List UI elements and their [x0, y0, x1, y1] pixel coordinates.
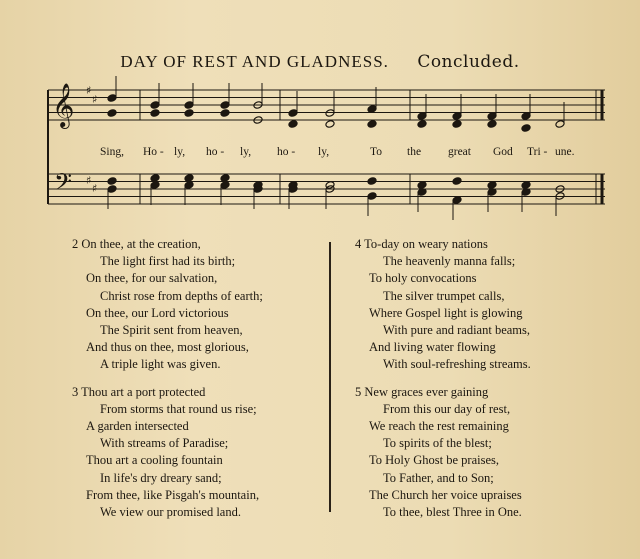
verse-line: 2 On thee, at the creation, [72, 237, 201, 251]
quarter-note-icon [367, 105, 377, 114]
lyric-syllable: ho - [206, 146, 225, 158]
verse-line: The Spirit sent from heaven, [100, 323, 243, 338]
verse-line: Where Gospel light is glowing [369, 305, 523, 320]
treble-clef-icon: 𝄞 [52, 83, 75, 127]
lyric-syllable: Sing, [100, 146, 124, 158]
lyric-syllable: the [407, 146, 422, 158]
lyric-syllable: ho - [277, 146, 296, 158]
stanza [72, 384, 352, 522]
verse-line: In life's dry dreary sand; [100, 470, 222, 485]
quarter-note-icon [184, 174, 194, 183]
quarter-note-icon [487, 120, 497, 129]
hymn-title-concluded: Concluded. [417, 52, 520, 72]
verse-line: And living water flowing [369, 340, 496, 355]
quarter-note-icon [107, 177, 117, 186]
sharp-icon: ♯ [86, 174, 92, 187]
quarter-note-icon [521, 124, 531, 133]
verse-line: From storms that round us rise; [100, 401, 257, 416]
quarter-note-icon [220, 101, 230, 110]
verse-line: 3 Thou art a port protected [72, 384, 206, 399]
verse-line: The light first had its birth; [100, 254, 236, 269]
lyric-syllable: Ho - [143, 146, 164, 158]
quarter-note-icon [417, 112, 427, 121]
verses-right-column [355, 236, 635, 531]
verse-line: On thee, for our salvation, [86, 271, 218, 286]
lyric-syllable: God [493, 146, 513, 158]
quarter-note-icon [452, 196, 462, 205]
verse-line: A triple light was given. [100, 357, 221, 372]
quarter-note-icon [521, 181, 531, 190]
stanza [72, 236, 352, 374]
lyric-syllable: great [448, 146, 471, 158]
verse-line: With pure and radiant beams, [383, 323, 531, 338]
verse-line: The heavenly manna falls; [383, 254, 516, 269]
quarter-note-icon [150, 181, 160, 190]
verse-line: From this our day of rest, [383, 401, 511, 416]
verse-line: To holy convocations [369, 271, 477, 286]
sharp-icon: ♯ [92, 93, 98, 106]
verse-line: We view our promised land. [100, 505, 241, 520]
verse-line: 4 To-day on weary nations [355, 237, 488, 251]
lyric-syllable: To [370, 146, 382, 158]
verses-left-column [72, 236, 352, 531]
quarter-note-icon [150, 101, 160, 110]
quarter-note-icon [184, 109, 194, 118]
lyric-syllable: ly, [318, 146, 330, 158]
sharp-icon: ♯ [92, 182, 98, 195]
half-note-icon [325, 109, 335, 118]
stanza [355, 384, 635, 522]
lyric-syllable: ly, [174, 146, 186, 158]
sharp-icon: ♯ [86, 84, 92, 97]
quarter-note-icon [452, 177, 462, 186]
verse-line: And thus on thee, most glorious, [86, 340, 249, 355]
stanza [355, 236, 635, 374]
quarter-note-icon [367, 177, 377, 186]
verse-line: With soul-refreshing streams. [383, 357, 531, 372]
verse-line: To Holy Ghost be praises, [369, 453, 500, 468]
quarter-note-icon [452, 120, 462, 129]
verse-line: On thee, our Lord victorious [86, 305, 229, 320]
lyric-syllable: une. [555, 146, 575, 158]
verse-line: With streams of Paradise; [100, 436, 229, 451]
verse-line: The Church her voice upraises [369, 487, 522, 502]
verse-line: From thee, like Pisgah's mountain, [86, 487, 260, 502]
quarter-note-icon [487, 181, 497, 190]
hymn-title-main: DAY OF REST AND GLADNESS. [120, 52, 389, 71]
quarter-note-icon [367, 192, 377, 201]
quarter-note-icon [184, 181, 194, 190]
quarter-note-icon [288, 120, 298, 129]
verse-line: We reach the rest remaining [369, 419, 509, 434]
quarter-note-icon [220, 109, 230, 118]
quarter-note-icon [417, 181, 427, 190]
verse-line: To thee, blest Three in One. [383, 505, 522, 520]
quarter-note-icon [150, 174, 160, 183]
verse-line: 5 New graces ever gaining [355, 384, 489, 399]
lyric-syllable: Tri - [527, 146, 548, 158]
verse-line: The silver trumpet calls, [383, 288, 505, 303]
quarter-note-icon [452, 112, 462, 121]
quarter-note-icon [107, 185, 117, 194]
quarter-note-icon [487, 112, 497, 121]
verse-line: To spirits of the blest; [383, 436, 492, 451]
quarter-note-icon [417, 120, 427, 129]
verse-line: Thou art a cooling fountain [86, 453, 223, 468]
quarter-note-icon [288, 109, 298, 118]
quarter-note-icon [220, 181, 230, 190]
verse-line: Christ rose from depths of earth; [100, 288, 263, 303]
quarter-note-icon [107, 109, 117, 118]
quarter-note-icon [107, 94, 117, 103]
quarter-note-icon [150, 109, 160, 118]
verse-line: To Father, and to Son; [383, 470, 494, 485]
bass-clef-icon: 𝄢 [54, 168, 73, 201]
verse-line: A garden intersected [86, 419, 189, 434]
half-note-icon [325, 120, 335, 129]
music-score [0, 0, 640, 230]
quarter-note-icon [367, 120, 377, 129]
quarter-note-icon [521, 112, 531, 121]
lyric-syllable: ly, [240, 146, 252, 158]
half-note-icon [555, 120, 565, 129]
quarter-note-icon [220, 174, 230, 183]
quarter-note-icon [184, 101, 194, 110]
